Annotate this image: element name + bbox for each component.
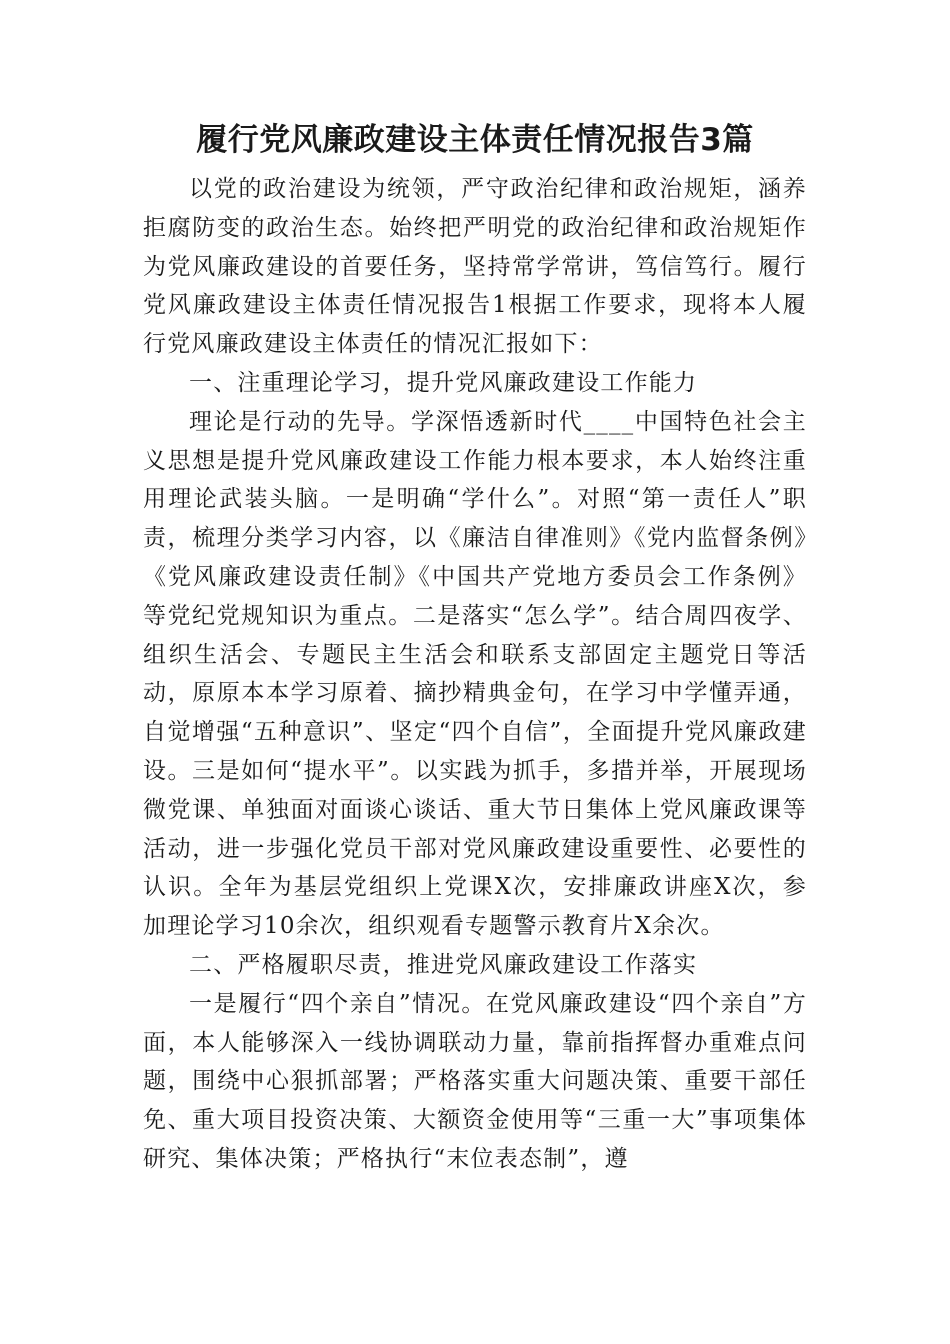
section-heading-2: 二、严格履职尽责，推进党风廉政建设工作落实 bbox=[189, 951, 698, 978]
document-title: 履行党风廉政建设主体责任情况报告3篇 bbox=[196, 122, 754, 158]
document-page bbox=[143, 110, 807, 1179]
section-2-paragraph: 一是履行“四个亲自”情况。在党风廉政建设“四个亲自”方面，本人能够深入一线协调联动力量，靠前指挥督办重难点问题，围绕中心狠抓部署；严格落实重大问题决策、重要干部任免、重大项目投资决策、大额资金使用等“三重一大”事项集体研究、集体决策；严格执行“末位表态制”，遵 bbox=[143, 990, 807, 1172]
section-heading-1: 一、注重理论学习，提升党风廉政建设工作能力 bbox=[189, 369, 698, 396]
section-1-paragraph: 理论是行动的先导。学深悟透新时代____中国特色社会主义思想是提升党风廉政建设工作能力根本要求，本人始终注重用理论武装头脑。一是明确“学什么”。对照“第一责任人”职责，梳理分类学习内容，以《廉洁自律准则》《党内监督条例》《党风廉政建设责任制》《中国共产党地方委员会工作条例》等党纪党规知识为重点。二是落实“怎么学”。结合周四夜学、组织生活会、专题民主生活会和联系支部固定主题党日等活动，原原本本学习原着、摘抄精典金句，在学习中学懂弄通，自觉增强“五种意识”、坚定“四个自信”，全面提升党风廉政建设。三是如何“提水平”。以实践为抓手，多措并举，开展现场微党课、单独面对面谈心谈话、重大节日集体上党风廉政课等活动，进一步强化党员干部对党风廉政建设重要性、必要性的认识。全年为基层党组织上党课X次，安排廉政讲座X次，参加理论学习10余次，组织观看专题警示教育片X余次。 bbox=[143, 408, 807, 940]
intro-paragraph: 以党的政治建设为统领，严守政治纪律和政治规矩，涵养拒腐防变的政治生态。始终把严明党的政治纪律和政治规矩作为党风廉政建设的首要任务，坚持常学常讲，笃信笃行。履行党风廉政建设主体责任情况报告1根据工作要求，现将本人履行党风廉政建设主体责任的情况汇报如下： bbox=[143, 176, 807, 358]
